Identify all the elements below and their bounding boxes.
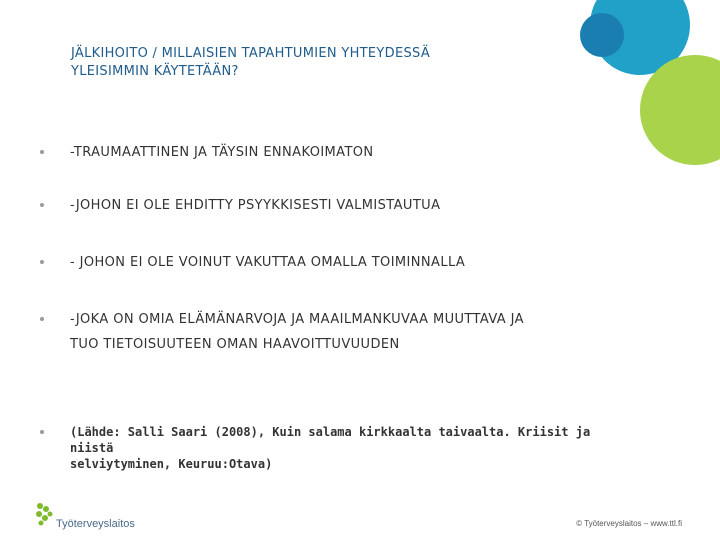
bullet-dot xyxy=(40,203,44,207)
slide-title: JÄLKIHOITO / MILLAISIEN TAPAHTUMIEN YHTEYDESSÄ YLEISIMMIN KÄYTETÄÄN? xyxy=(71,46,431,79)
bullet-dot xyxy=(40,260,44,264)
logo-mark-icon xyxy=(34,500,56,528)
bullet-dot xyxy=(40,317,44,321)
bullet-text-continuation: TUO TIETOISUUTEEN OMAN HAAVOITTUVUUDEN xyxy=(70,337,400,352)
bullet-dot xyxy=(40,150,44,154)
company-logo xyxy=(34,500,234,530)
logo-text: Työterveyslaitos xyxy=(56,518,135,530)
bullet-text: -JOHON EI OLE EHDITTY PSYYKKISESTI VALMISTAUTUA xyxy=(70,198,441,213)
bullet-dot xyxy=(40,430,44,434)
bullet-text: - JOHON EI OLE VOINUT VAKUTTAA OMALLA TOIMINNALLA xyxy=(70,255,466,270)
bullet-text: -JOKA ON OMIA ELÄMÄNARVOJA JA MAAILMANKUVAA MUUTTAVA JA xyxy=(70,312,524,327)
source-citation: (Lähde: Salli Saari (2008), Kuin salama kirkkaalta taivaalta. Kriisit ja niistä selviytyminen, Keuruu:Otava) xyxy=(70,425,591,471)
footer-text: © Työterveyslaitos – www.ttl.fi xyxy=(576,519,682,528)
bullet-text: -TRAUMAATTINEN JA TÄYSIN ENNAKOIMATON xyxy=(70,145,374,160)
